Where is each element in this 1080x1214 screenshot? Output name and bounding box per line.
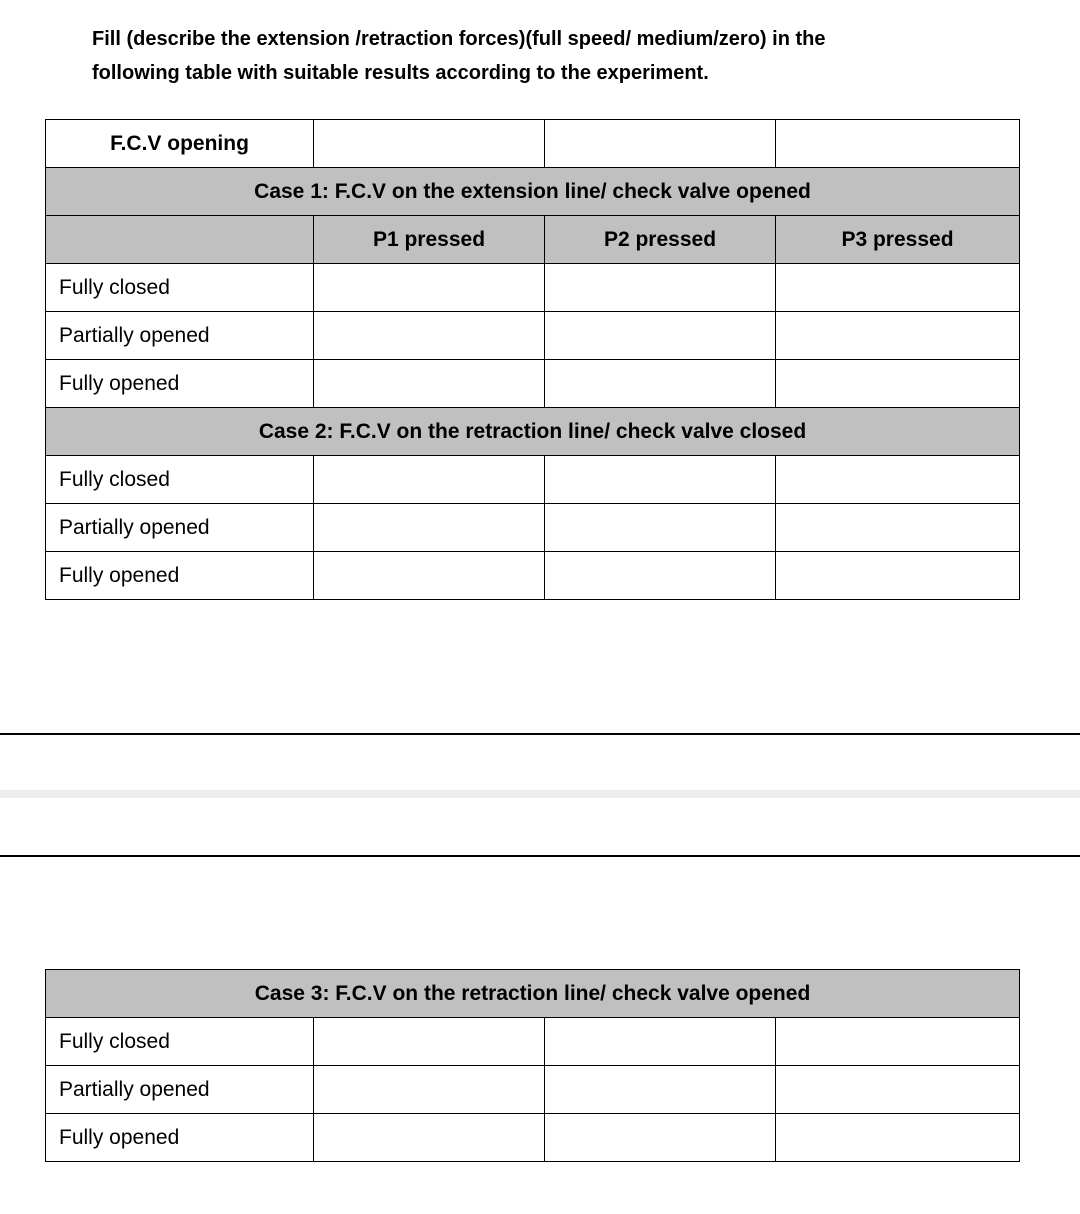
- row-label: Partially opened: [46, 312, 314, 360]
- case-3-title: Case 3: F.C.V on the retraction line/ check valve opened: [46, 970, 1020, 1018]
- row-label: Partially opened: [46, 1066, 314, 1114]
- table-row: [46, 504, 1020, 552]
- answer-cell[interactable]: [545, 1066, 776, 1114]
- answer-cell[interactable]: [314, 456, 545, 504]
- table-row: [46, 1114, 1020, 1162]
- row-label: Fully opened: [46, 360, 314, 408]
- table-row: [46, 264, 1020, 312]
- horizontal-rule: [0, 733, 1080, 735]
- case-2-row: [46, 408, 1020, 456]
- empty-header-cell: [314, 120, 545, 168]
- instructions-line-1: Fill (describe the extension /retraction forces)(full speed/ medium/zero) in the: [92, 28, 826, 50]
- answer-cell[interactable]: [545, 360, 776, 408]
- answer-cell[interactable]: [545, 1018, 776, 1066]
- answer-cell[interactable]: [314, 1018, 545, 1066]
- horizontal-rule: [0, 855, 1080, 857]
- answer-cell[interactable]: [545, 264, 776, 312]
- case-1-title: Case 1: F.C.V on the extension line/ check valve opened: [46, 168, 1020, 216]
- case-3-row: [46, 970, 1020, 1018]
- p3-pressed-header: P3 pressed: [776, 216, 1020, 264]
- p1-pressed-header: P1 pressed: [314, 216, 545, 264]
- answer-cell[interactable]: [776, 264, 1020, 312]
- results-table-case-3: [45, 969, 1020, 1162]
- table-row: [46, 1018, 1020, 1066]
- answer-cell[interactable]: [314, 1114, 545, 1162]
- empty-header-cell: [545, 120, 776, 168]
- row-label: Partially opened: [46, 504, 314, 552]
- answer-cell[interactable]: [314, 552, 545, 600]
- table-row: [46, 456, 1020, 504]
- answer-cell[interactable]: [545, 312, 776, 360]
- answer-cell[interactable]: [776, 360, 1020, 408]
- table-row: [46, 1066, 1020, 1114]
- instructions: [92, 22, 1012, 90]
- answer-cell[interactable]: [776, 1114, 1020, 1162]
- table-row: [46, 552, 1020, 600]
- answer-cell[interactable]: [314, 504, 545, 552]
- table-row: [46, 312, 1020, 360]
- case-1-row: [46, 168, 1020, 216]
- row-label: Fully opened: [46, 552, 314, 600]
- answer-cell[interactable]: [776, 552, 1020, 600]
- answer-cell[interactable]: [776, 504, 1020, 552]
- p2-pressed-header: P2 pressed: [545, 216, 776, 264]
- header-row: [46, 120, 1020, 168]
- fcv-opening-header: F.C.V opening: [46, 120, 314, 168]
- answer-cell[interactable]: [545, 552, 776, 600]
- results-table-cases-1-2: [45, 119, 1020, 600]
- row-label: Fully closed: [46, 456, 314, 504]
- answer-cell[interactable]: [545, 456, 776, 504]
- answer-cell[interactable]: [314, 360, 545, 408]
- row-label: Fully closed: [46, 264, 314, 312]
- answer-cell[interactable]: [314, 1066, 545, 1114]
- answer-cell[interactable]: [776, 312, 1020, 360]
- answer-cell[interactable]: [776, 1018, 1020, 1066]
- page-break-strip: [0, 790, 1080, 798]
- case-2-title: Case 2: F.C.V on the retraction line/ check valve closed: [46, 408, 1020, 456]
- instructions-line-2: following table with suitable results according to the experiment.: [92, 62, 709, 84]
- answer-cell[interactable]: [545, 504, 776, 552]
- empty-shaded-cell: [46, 216, 314, 264]
- answer-cell[interactable]: [545, 1114, 776, 1162]
- answer-cell[interactable]: [314, 312, 545, 360]
- empty-header-cell: [776, 120, 1020, 168]
- answer-cell[interactable]: [314, 264, 545, 312]
- row-label: Fully closed: [46, 1018, 314, 1066]
- answer-cell[interactable]: [776, 1066, 1020, 1114]
- answer-cell[interactable]: [776, 456, 1020, 504]
- table-row: [46, 360, 1020, 408]
- row-label: Fully opened: [46, 1114, 314, 1162]
- pressed-columns-row: [46, 216, 1020, 264]
